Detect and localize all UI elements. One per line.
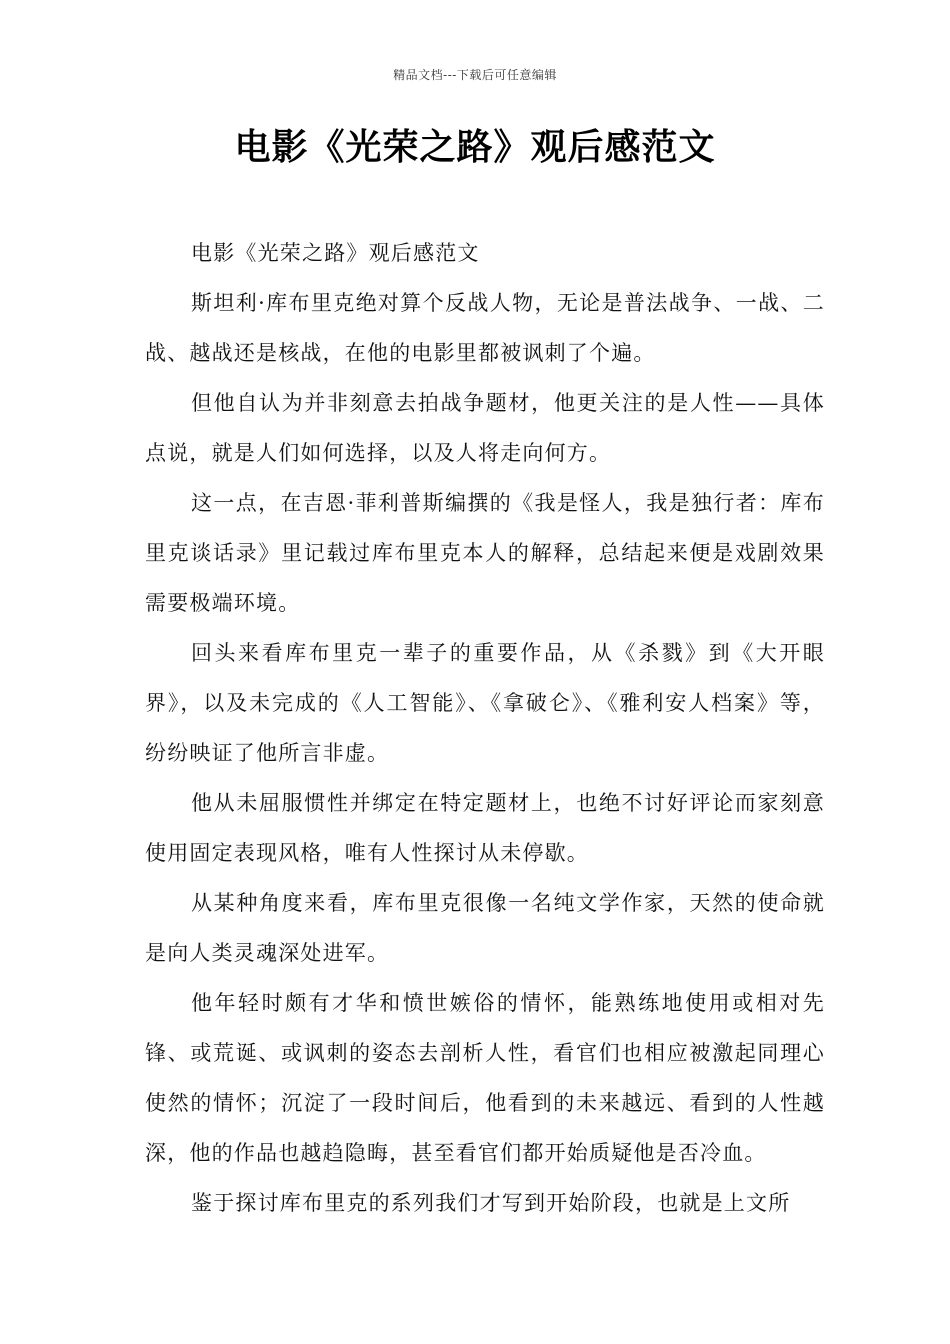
document-title: 电影《光荣之路》观后感范文 — [234, 127, 716, 168]
paragraph: 斯坦利·库布里克绝对算个反战人物，无论是普法战争、一战、二战、越战还是核战，在他的电影里都被讽刺了个遍。 — [145, 291, 825, 365]
page-header: 精品文档---下载后可任意编辑 — [393, 68, 557, 82]
document-body — [145, 228, 825, 1228]
paragraph-subtitle: 电影《光荣之路》观后感范文 — [191, 241, 480, 265]
paragraph: 回头来看库布里克一辈子的重要作品，从《杀戮》到《大开眼界》，以及未完成的《人工智能》、《拿破仑》、《雅利安人档案》等，纷纷映证了他所言非虚。 — [145, 641, 825, 765]
paragraph: 但他自认为并非刻意去拍战争题材，他更关注的是人性——具体点说，就是人们如何选择，以及人将走向何方。 — [145, 391, 825, 465]
paragraph: 鉴于探讨库布里克的系列我们才写到开始阶段，也就是上文所 — [191, 1191, 791, 1215]
paragraph: 他从未屈服惯性并绑定在特定题材上，也绝不讨好评论而家刻意使用固定表现风格，唯有人性探讨从未停歇。 — [145, 791, 825, 865]
paragraph: 他年轻时颇有才华和愤世嫉俗的情怀，能熟练地使用或相对先锋、或荒诞、或讽刺的姿态去剖析人性，看官们也相应被激起同理心使然的情怀；沉淀了一段时间后，他看到的未来越远、看到的人性越深，他的作品也越趋隐晦，甚至看官们都开始质疑他是否冷血。 — [145, 991, 825, 1165]
paragraph: 从某种角度来看，库布里克很像一名纯文学作家，天然的使命就是向人类灵魂深处进军。 — [145, 891, 825, 965]
paragraph: 这一点，在吉恩·菲利普斯编撰的《我是怪人，我是独行者：库布里克谈话录》里记载过库布里克本人的解释，总结起来便是戏剧效果需要极端环境。 — [145, 491, 825, 615]
